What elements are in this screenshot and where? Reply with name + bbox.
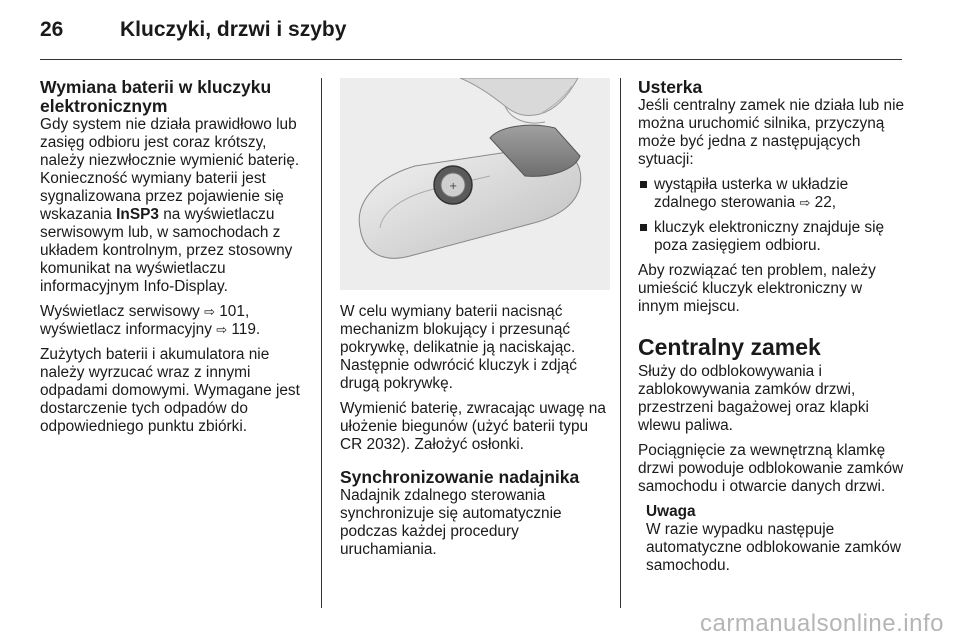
note-box xyxy=(646,503,906,575)
paragraph: Gdy system nie działa prawidłowo lub zasięg odbioru jest coraz krótszy, należy niezwłocznie wymienić baterię. Konieczność wymiany baterii jest sygnalizowana przez pojawienie się wskazania InSP3 na wyświetlaczu serwisowym lub, w samochodach z układem kontrolnym, przez stosowny komunikat na wyświetlaczu informacyjnym Info-Display. xyxy=(40,116,300,295)
paragraph: Aby rozwiązać ten problem, należy umieścić kluczyk elektroniczny w innym miejscu. xyxy=(638,262,876,315)
key-battery-illustration xyxy=(340,78,610,290)
display-code: InSP3 xyxy=(116,206,159,223)
section-heading-sync: Synchronizowanie nadajnika xyxy=(340,467,580,487)
page-ref-arrow-icon: ⇨ xyxy=(204,304,215,319)
svg-text:+: + xyxy=(449,181,458,192)
page-ref-arrow-icon: ⇨ xyxy=(799,195,811,210)
paragraph: W celu wymiany baterii nacisnąć mechanizm blokujący i przesunąć pokrywkę, delikatnie ją naciskając. Następnie odwrócić kluczyk i zdjąć drugą pokrywkę. xyxy=(340,303,577,392)
column-1 xyxy=(40,78,308,443)
paragraph: Pociągnięcie za wewnętrzną klamkę drzwi powoduje odblokowanie zamków samochodu i otwarcie danych drzwi. xyxy=(638,442,904,495)
section-heading-fault: Usterka xyxy=(638,77,703,97)
paragraph: Służy do odblokowywania i zablokowywania zamków drzwi, przestrzeni bagażowej oraz klapki wlewu paliwa. xyxy=(638,363,869,434)
column-divider xyxy=(620,78,621,608)
paragraph: Zużytych baterii i akumulatora nie należy wyrzucać wraz z innymi odpadami domowymi. Wymagane jest dostarczenie tych odpadów do odpowiedniego punktu zbiórki. xyxy=(40,346,300,435)
note-text: W razie wypadku następuje automatyczne odblokowanie zamków samochodu. xyxy=(646,521,901,574)
list-item: kluczyk elektroniczny znajduje się poza zasięgiem odbioru. xyxy=(638,219,906,255)
header-divider xyxy=(40,59,902,60)
watermark: carmanualsonline.info xyxy=(700,610,944,637)
paragraph: Jeśli centralny zamek nie działa lub nie można uruchomić silnika, przyczyną może być jedna z następujących sytuacji: xyxy=(638,97,905,168)
paragraph: Nadajnik zdalnego sterowania synchronizuje się automatycznie podczas każdej procedury uruchamiania. xyxy=(340,487,562,558)
paragraph: Wyświetlacz serwisowy ⇨ 101, wyświetlacz informacyjny ⇨ 119. xyxy=(40,303,261,338)
bullet-square-icon xyxy=(640,181,647,188)
page-ref-arrow-icon: ⇨ xyxy=(216,322,228,337)
note-label: Uwaga xyxy=(646,503,696,520)
column-3 xyxy=(638,78,906,575)
paragraph: Wymienić baterię, zwracając uwagę na ułożenie biegunów (użyć baterii typu CR 2032). Założyć osłonki. xyxy=(340,400,606,453)
section-title-central-lock: Centralny zamek xyxy=(638,334,821,360)
page-title: Kluczyki, drzwi i szyby xyxy=(120,18,347,41)
column-divider xyxy=(321,78,322,608)
bullet-square-icon xyxy=(640,224,647,231)
list-item: wystąpiła usterka w układzie zdalnego sterowania ⇨ 22, xyxy=(638,176,906,212)
column-2 xyxy=(340,78,610,566)
page-number: 26 xyxy=(40,18,64,41)
section-heading-battery: Wymiana baterii w kluczyku elektronicznym xyxy=(40,77,272,116)
